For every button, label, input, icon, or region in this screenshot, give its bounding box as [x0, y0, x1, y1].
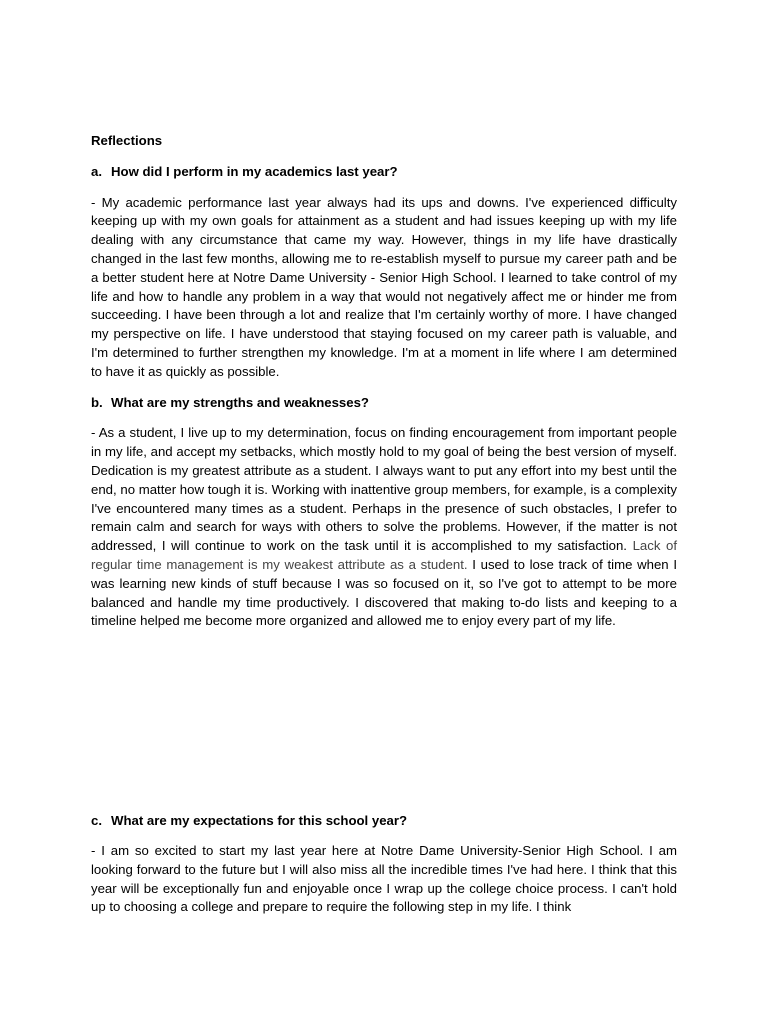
answer-c: - I am so excited to start my last year here at Notre Dame University-Senior High School. I am looking forward to the future but I will also miss all the incredible times I've had here. I think that this year will be exceptionally fun and enjoyable once I wrap up the college choice process. I can't hold up to choosing a college and prepare to require the following step in my life. I think [91, 843, 677, 915]
document-title: Reflections [91, 133, 163, 148]
question-b-letter: b. [91, 394, 103, 410]
answer-a: - My academic performance last year always had its ups and downs. I've experienced difficulty keeping up with my own goals for attainment as a student and had issues keeping up with my life dealing with any circumstance that came my way. However, things in my life have drastically changed in the last few months, allowing me to re-establish myself to pursue my career path and be a better student here at Notre Dame University - Senior High School. I learned to take control of my life and how to handle any problem in a way that would not negatively affect me or hinder me from succeeding. I have been through a lot and realize that I'm certainly worthy of more. I have changed my perspective on life. I have understood that staying focused on my career path is valuable, and I'm determined to further strengthen my knowledge. I'm at a moment in life where I am determined to have it as quickly as possible. [91, 194, 677, 379]
answer-b-part1: - As a student, I live up to my determination, focus on finding encouragement from important people in my life, and accept my setbacks, which mostly hold to my goal of being the best version of myself. Dedication is my greatest attribute as a student. I always want to put any effort into my best until the end, no matter how tough it is. Working with inattentive group members, for example, is a complexity I've encountered many times as a student. Perhaps in the presence of such obstacles, I prefer to remain calm and search for ways with others to solve the problems. However, if the matter is not addressed, I will continue to work on the task until it is accomplished to my satisfaction. [91, 425, 677, 554]
answer-b-part3: I used to lose track of time when I was learning new kinds of stuff because I was so focused on it, so I've got to attempt to be more balanced and handle my time productively. I discovered that making to-do lists and keeping to a timeline helped me become more organized and allowed me to enjoy every part of my life. [91, 556, 677, 629]
question-a [91, 163, 677, 182]
question-a-letter: a. [91, 163, 102, 179]
answer-b [91, 424, 677, 631]
document-body [91, 132, 677, 915]
question-a-text: How did I perform in my academics last year? [111, 163, 398, 179]
question-c-letter: c. [91, 813, 102, 828]
question-c-text: What are my expectations for this school year? [111, 813, 408, 828]
question-b [91, 394, 677, 413]
question-c [91, 812, 677, 831]
answer-b-part2: Lack of regular time management is my weakest attribute as a student. [91, 538, 677, 572]
question-b-text: What are my strengths and weaknesses? [111, 394, 369, 410]
